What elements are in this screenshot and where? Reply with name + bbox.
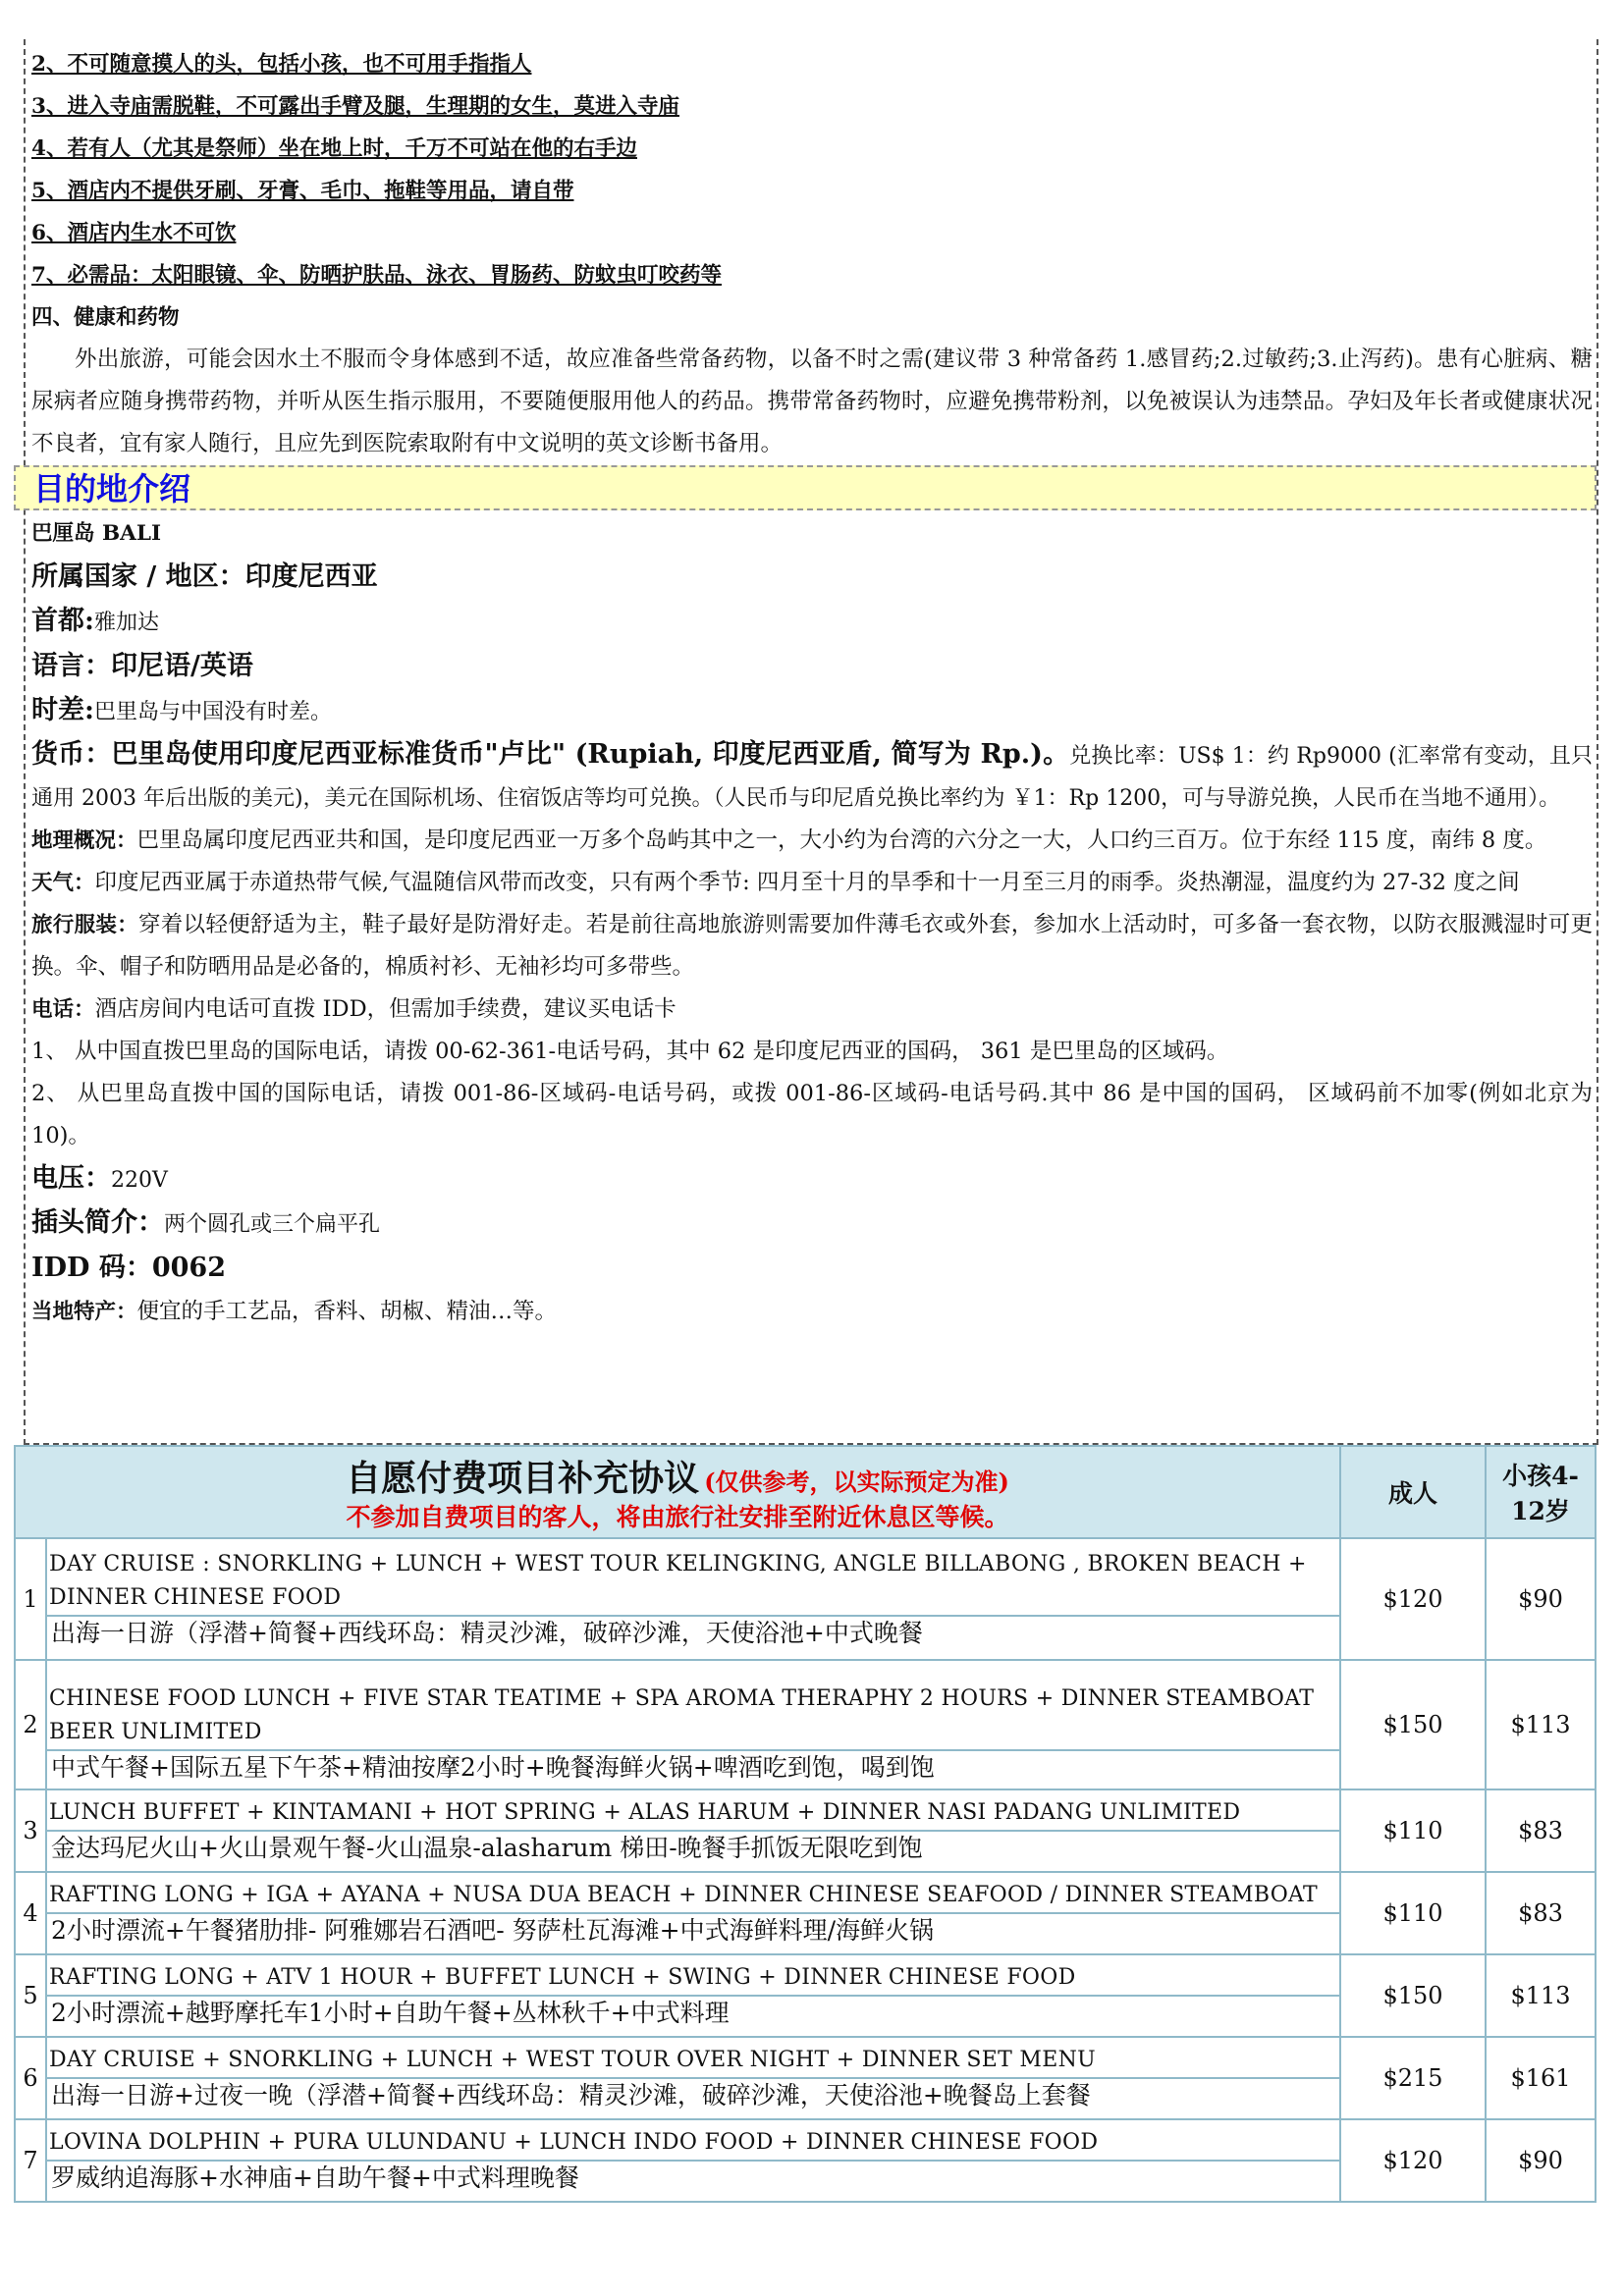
idd-code: IDD 码：0062 <box>31 1253 227 1283</box>
row-zh: 中式午餐+国际五星下午茶+精油按摩2小时+晚餐海鲜火锅+啤酒吃到饱，喝到饱 <box>47 1749 1339 1789</box>
table-row <box>15 1538 1596 1660</box>
row-number: 7 <box>15 2119 46 2202</box>
table-row <box>15 2119 1596 2202</box>
row-child-price: $113 <box>1486 1660 1596 1789</box>
row-adult-price: $120 <box>1340 1538 1486 1660</box>
voltage-value: 220V <box>111 1168 168 1193</box>
row-adult-price: $110 <box>1340 1872 1486 1954</box>
timezone-label: 时差: <box>31 695 94 725</box>
row-zh: 出海一日游（浮潜+简餐+西线环岛：精灵沙滩，破碎沙滩，天使浴池+中式晚餐 <box>47 1615 1339 1654</box>
rule-item: 2、不可随意摸人的头，包括小孩，也不可用手指指人 <box>31 52 532 77</box>
row-adult-price: $110 <box>1340 1789 1486 1872</box>
weather-value: 印度尼西亚属于赤道热带气候,气温随信风带而改变，只有两个季节: 四月至十月的旱季和十一月至三月的雨季。炎热潮湿，温度约为 27-32 度之间 <box>94 870 1520 895</box>
rule-item: 6、酒店内生水不可饮 <box>31 221 237 245</box>
row-zh: 2小时漂流+越野摩托车1小时+自助午餐+丛林秋千+中式料理 <box>47 1995 1339 2034</box>
phone-item-1: 1、 从中国直拨巴里岛的国际电话，请拨 00-62-361-电话号码，其中 62 是印度尼西亚的国码， 361 是巴里岛的区域码。 <box>31 1039 1229 1064</box>
table-row <box>15 1789 1596 1872</box>
row-child-price: $113 <box>1486 1954 1596 2037</box>
row-en: LOVINA DOLPHIN + PURA ULUNDANU + LUNCH INDO FOOD + DINNER CHINESE FOOD <box>49 2130 1099 2155</box>
weather-label: 天气： <box>31 871 95 895</box>
fee-table-red-note: 不参加自费项目的客人，将由旅行社安排至附近休息区等候。 <box>346 1502 1009 1531</box>
fee-table-note: (仅供参考，以实际预定为准) <box>704 1467 1009 1496</box>
destination-info <box>31 512 1593 1333</box>
row-child-price: $83 <box>1486 1872 1596 1954</box>
row-adult-price: $150 <box>1340 1660 1486 1789</box>
document-body <box>31 43 1593 465</box>
destination-name: 巴厘岛 BALI <box>31 521 162 546</box>
rule-item: 4、若有人（尤其是祭师）坐在地上时，千万不可站在他的右手边 <box>31 136 637 161</box>
timezone-value: 巴里岛与中国没有时差。 <box>93 700 332 724</box>
plug-label: 插头简介： <box>31 1207 164 1238</box>
table-row <box>15 1660 1596 1789</box>
fee-table-header <box>15 1446 1340 1538</box>
row-adult-price: $120 <box>1340 2119 1486 2202</box>
row-en: DAY CRUISE + SNORKLING + LUNCH + WEST TOUR OVER NIGHT + DINNER SET MENU <box>49 2048 1096 2072</box>
phone-item-2: 2、 从巴里岛直拨中国的国际电话，请拨 001-86-区域码-电话号码，或拨 001-86-区域码-电话号码.其中 86 是中国的国码， 区域码前不加零(例如北京为 10)。 <box>31 1081 1593 1148</box>
health-heading: 四、健康和药物 <box>31 305 180 330</box>
row-number: 5 <box>15 1954 46 2037</box>
col-adult: 成人 <box>1340 1446 1486 1538</box>
phone-value: 酒店房间内电话可直拨 IDD，但需加手续费，建议买电话卡 <box>94 996 677 1022</box>
language: 语言：印尼语/英语 <box>31 651 253 681</box>
destination-country: 所属国家 / 地区：印度尼西亚 <box>31 561 378 592</box>
specialty-label: 当地特产： <box>31 1300 137 1324</box>
row-number: 1 <box>15 1538 46 1660</box>
row-zh: 2小时漂流+午餐猪肋排- 阿雅娜岩石酒吧- 努萨杜瓦海滩+中式海鲜料理/海鲜火锅 <box>47 1912 1339 1951</box>
row-en: RAFTING LONG + IGA + AYANA + NUSA DUA BEACH + DINNER CHINESE SEAFOOD / DINNER STEAMBOAT <box>49 1883 1319 1907</box>
geo-value: 巴里岛属印度尼西亚共和国，是印度尼西亚一万多个岛屿其中之一，大小约为台湾的六分之一大，人口约三百万。位于东经 115 度，南纬 8 度。 <box>136 828 1547 853</box>
rule-item: 5、酒店内不提供牙刷、牙膏、毛巾、拖鞋等用品，请自带 <box>31 179 574 203</box>
row-zh: 罗威纳追海豚+水神庙+自助午餐+中式料理晚餐 <box>47 2160 1339 2199</box>
currency-label: 货币：巴里岛使用印度尼西亚标准货币"卢比" (Rupiah, 印度尼西亚盾, 简写为 Rp.)。 <box>31 739 1070 770</box>
row-number: 3 <box>15 1789 46 1872</box>
row-child-price: $90 <box>1486 1538 1596 1660</box>
specialty-value: 便宜的手工艺品，香料、胡椒、精油…等。 <box>136 1299 558 1324</box>
capital-label: 首都: <box>31 606 94 636</box>
table-row <box>15 1872 1596 1954</box>
fee-table-title: 自愿付费项目补充协议 <box>346 1457 700 1499</box>
row-child-price: $90 <box>1486 2119 1596 2202</box>
section-title: 目的地介绍 <box>33 470 191 507</box>
row-number: 6 <box>15 2037 46 2119</box>
rule-item: 7、必需品：太阳眼镜、伞、防晒护肤品、泳衣、胃肠药、防蚊虫叮咬药等 <box>31 263 722 288</box>
row-en: RAFTING LONG + ATV 1 HOUR + BUFFET LUNCH + SWING + DINNER CHINESE FOOD <box>49 1965 1076 1990</box>
optional-fee-table <box>14 1445 1597 2203</box>
row-en: DAY CRUISE : SNORKLING + LUNCH + WEST TOUR KELINGKING, ANGLE BILLABONG , BROKEN BEACH + DINNER CHINESE FOOD <box>49 1552 1307 1610</box>
col-child: 小孩4-12岁 <box>1486 1446 1596 1538</box>
clothing-value: 穿着以轻便舒适为主，鞋子最好是防滑好走。若是前往高地旅游则需要加件薄毛衣或外套，参加水上活动时，可多备一套衣物，以防衣服溅湿时可更换。伞、帽子和防晒用品是必备的，棉质衬衫、无袖衫均可多带些。 <box>31 912 1593 980</box>
row-zh: 金达玛尼火山+火山景观午餐-火山温泉-alasharum 梯田-晚餐手抓饭无限吃到饱 <box>47 1830 1339 1869</box>
row-child-price: $161 <box>1486 2037 1596 2119</box>
row-number: 4 <box>15 1872 46 1954</box>
row-number: 2 <box>15 1660 46 1789</box>
rule-item: 3、进入寺庙需脱鞋，不可露出手臂及腿，生理期的女生，莫进入寺庙 <box>31 94 679 119</box>
plug-value: 两个圆孔或三个扁平孔 <box>164 1212 381 1237</box>
capital-value: 雅加达 <box>93 611 159 635</box>
row-zh: 出海一日游+过夜一晚（浮潜+简餐+西线环岛：精灵沙滩，破碎沙滩，天使浴池+晚餐岛上套餐 <box>47 2077 1339 2116</box>
table-row <box>15 2037 1596 2119</box>
row-adult-price: $215 <box>1340 2037 1486 2119</box>
row-en: CHINESE FOOD LUNCH + FIVE STAR TEATIME + SPA AROMA THERAPHY 2 HOURS + DINNER STEAMBOAT BEER UNLIMITED <box>49 1686 1315 1744</box>
section-title-bar <box>14 465 1597 510</box>
row-adult-price: $150 <box>1340 1954 1486 2037</box>
table-row <box>15 1954 1596 2037</box>
voltage-label: 电压： <box>31 1163 111 1194</box>
currency-value: 兑换比率：US$ 1：约 Rp9000 (汇率常有变动，且只通用 2003 年后出版的美元)，美元在国际机场、住宿饭店等均可兑换。（人民币与印尼盾兑换比率约为 ￥1：Rp 1200，可与导游兑换，人民币在当地不通用）。 <box>31 744 1593 811</box>
clothing-label: 旅行服装： <box>31 913 138 937</box>
row-child-price: $83 <box>1486 1789 1596 1872</box>
health-text: 外出旅游，可能会因水土不服而令身体感到不适，故应准备些常备药物，以备不时之需(建议带 3 种常备药 1.感冒药;2.过敏药;3.止泻药)。患有心脏病、糖尿病者应随身携带药物，并听从医生指示服用，不要随便服用他人的药品。携带常备药物时，应避免携带粉剂，以免被误认为违禁品。孕妇及年长者或健康状况不良者，宜有家人随行，且应先到医院索取附有中文说明的英文诊断书备用。 <box>31 347 1593 456</box>
row-en: LUNCH BUFFET + KINTAMANI + HOT SPRING + ALAS HARUM + DINNER NASI PADANG UNLIMITED <box>49 1800 1241 1825</box>
phone-label: 电话： <box>31 997 95 1022</box>
geo-label: 地理概况： <box>31 828 137 853</box>
